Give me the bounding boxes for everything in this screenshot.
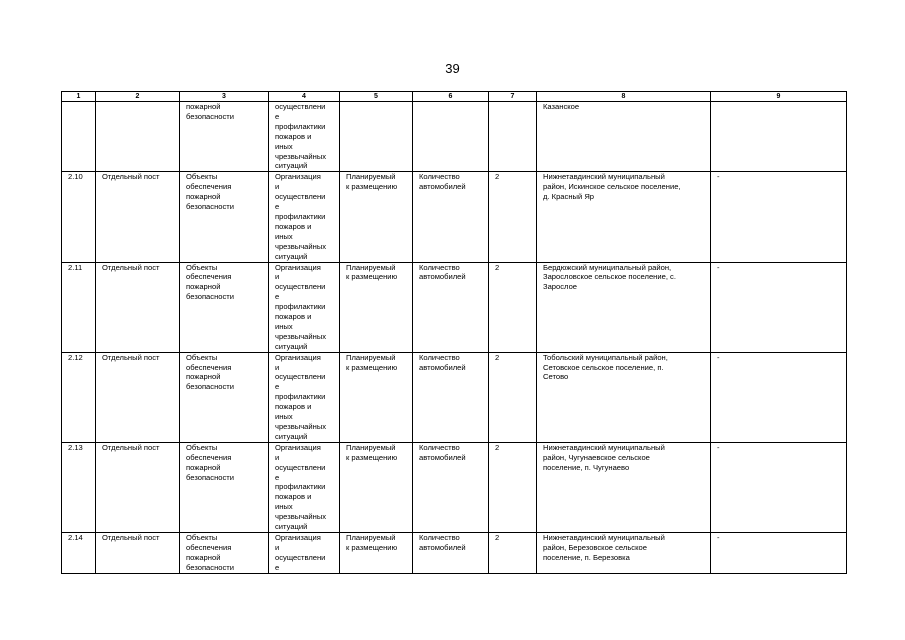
cell-location: Нижнетавдинский муниципальный район, Искинское сельское поселение, д. Красный Яр <box>537 172 711 262</box>
table-row <box>62 352 847 442</box>
cell-number: 2.11 <box>62 262 96 352</box>
table-row <box>62 172 847 262</box>
cell-characteristic <box>413 102 489 172</box>
cell-value: 2 <box>489 532 537 573</box>
table-row <box>62 102 847 172</box>
cell-type <box>96 102 180 172</box>
cell-object: пожарной безопасности <box>180 102 269 172</box>
cell-purpose: осуществлени е профилактики пожаров и иных чрезвычайных ситуаций <box>269 102 340 172</box>
cell-status: Планируемый к размещению <box>340 262 413 352</box>
cell-object: Объекты обеспечения пожарной безопасности <box>180 352 269 442</box>
cell-type: Отдельный пост <box>96 352 180 442</box>
cell-location: Казанское <box>537 102 711 172</box>
cell-number: 2.14 <box>62 532 96 573</box>
cell-zone: - <box>711 352 847 442</box>
cell-number <box>62 102 96 172</box>
cell-characteristic: Количество автомобилей <box>413 352 489 442</box>
cell-purpose: Организация и осуществлени е профилактики пожаров и иных чрезвычайных ситуаций <box>269 352 340 442</box>
cell-zone: - <box>711 442 847 532</box>
cell-object: Объекты обеспечения пожарной безопасности <box>180 172 269 262</box>
column-header-1: 1 <box>62 92 96 102</box>
cell-status <box>340 102 413 172</box>
cell-object: Объекты обеспечения пожарной безопасности <box>180 262 269 352</box>
cell-object: Объекты обеспечения пожарной безопасности <box>180 442 269 532</box>
table-header-row <box>62 92 847 102</box>
column-header-8: 8 <box>537 92 711 102</box>
cell-value: 2 <box>489 442 537 532</box>
cell-type: Отдельный пост <box>96 532 180 573</box>
cell-zone: - <box>711 532 847 573</box>
cell-value: 2 <box>489 262 537 352</box>
cell-location: Нижнетавдинский муниципальный район, Чугунаевское сельское поселение, п. Чугунаево <box>537 442 711 532</box>
cell-location: Бердюжский муниципальный район, Зарословское сельское поселение, с. Зарослое <box>537 262 711 352</box>
cell-number: 2.13 <box>62 442 96 532</box>
cell-type: Отдельный пост <box>96 442 180 532</box>
cell-number: 2.12 <box>62 352 96 442</box>
table-row <box>62 262 847 352</box>
page-number: 39 <box>445 61 460 76</box>
column-header-4: 4 <box>269 92 340 102</box>
cell-characteristic: Количество автомобилей <box>413 262 489 352</box>
cell-location: Тобольский муниципальный район, Сетовское сельское поселение, п. Сетово <box>537 352 711 442</box>
cell-purpose: Организация и осуществлени е <box>269 532 340 573</box>
cell-object: Объекты обеспечения пожарной безопасности <box>180 532 269 573</box>
cell-purpose: Организация и осуществлени е профилактики пожаров и иных чрезвычайных ситуаций <box>269 442 340 532</box>
table-row <box>62 532 847 573</box>
column-header-9: 9 <box>711 92 847 102</box>
cell-location: Нижнетавдинский муниципальный район, Березовское сельское поселение, п. Березовка <box>537 532 711 573</box>
cell-value <box>489 102 537 172</box>
document-table <box>61 91 847 574</box>
cell-zone: - <box>711 172 847 262</box>
cell-value: 2 <box>489 352 537 442</box>
cell-characteristic: Количество автомобилей <box>413 172 489 262</box>
cell-value: 2 <box>489 172 537 262</box>
table-row <box>62 442 847 532</box>
cell-purpose: Организация и осуществлени е профилактики пожаров и иных чрезвычайных ситуаций <box>269 262 340 352</box>
cell-zone: - <box>711 262 847 352</box>
cell-purpose: Организация и осуществлени е профилактики пожаров и иных чрезвычайных ситуаций <box>269 172 340 262</box>
cell-status: Планируемый к размещению <box>340 442 413 532</box>
cell-characteristic: Количество автомобилей <box>413 532 489 573</box>
cell-status: Планируемый к размещению <box>340 352 413 442</box>
cell-zone <box>711 102 847 172</box>
column-header-5: 5 <box>340 92 413 102</box>
cell-status: Планируемый к размещению <box>340 172 413 262</box>
column-header-3: 3 <box>180 92 269 102</box>
column-header-6: 6 <box>413 92 489 102</box>
cell-type: Отдельный пост <box>96 262 180 352</box>
cell-number: 2.10 <box>62 172 96 262</box>
cell-status: Планируемый к размещению <box>340 532 413 573</box>
column-header-7: 7 <box>489 92 537 102</box>
cell-type: Отдельный пост <box>96 172 180 262</box>
column-header-2: 2 <box>96 92 180 102</box>
cell-characteristic: Количество автомобилей <box>413 442 489 532</box>
